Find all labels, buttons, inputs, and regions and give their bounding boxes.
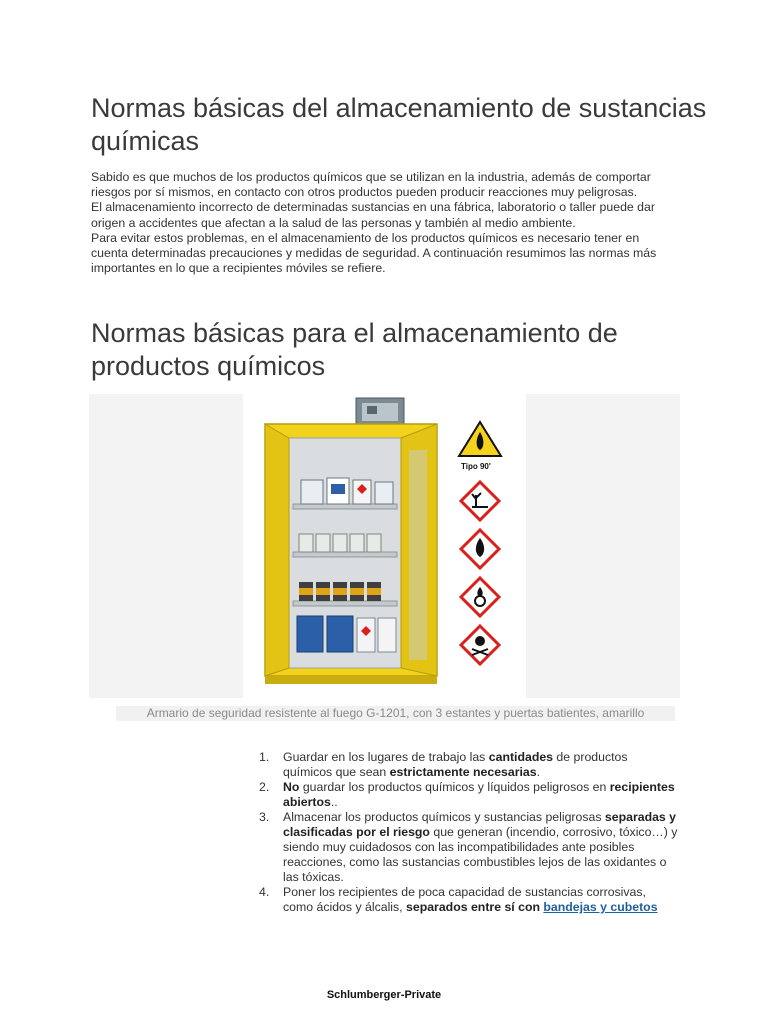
intro-line: Para evitar estos problemas, en el almacenamiento de los productos químicos es necesario tener en bbox=[91, 230, 640, 245]
footer-classification: Schlumberger-Private bbox=[326, 989, 442, 1001]
safety-cabinet-illustration bbox=[243, 394, 526, 698]
tipo-label: Tipo 90' bbox=[461, 462, 491, 471]
image-side-panel-right bbox=[526, 394, 680, 698]
image-side-panel-left bbox=[89, 394, 243, 698]
section-title: Normas básicas para el almacenamiento de productos químicos bbox=[91, 318, 618, 381]
intro-line: El almacenamiento incorrecto de determinadas sustancias en una fábrica, laboratorio o taller puede dar bbox=[91, 200, 655, 215]
list-number: 3. bbox=[259, 810, 270, 824]
intro-line: Sabido es que muchos de los productos químicos que se utilizan en la industria, además de comportar bbox=[91, 170, 651, 184]
list-text: Poner los recipientes de poca capacidad de sustancias corrosivas, como ácidos y álcalis, bbox=[283, 885, 646, 914]
flammable-icon bbox=[461, 530, 499, 568]
rules-list bbox=[259, 750, 679, 915]
intro-paragraph bbox=[91, 170, 681, 276]
image-caption: Armario de seguridad resistente al fuego G-1201, con 3 estantes y puertas batientes, amarillo bbox=[116, 706, 675, 721]
list-number: 4. bbox=[259, 885, 270, 899]
list-text: Almacenar los productos químicos y sustancias peligrosas bbox=[283, 810, 605, 824]
list-text: Guardar en los lugares de trabajo las bbox=[283, 750, 489, 764]
list-text: .. bbox=[330, 795, 338, 809]
intro-line: cuenta determinadas precauciones y medidas de seguridad. A continuación resumimos las normas más bbox=[91, 246, 657, 261]
list-item bbox=[259, 885, 679, 915]
list-number: 2. bbox=[259, 780, 270, 794]
list-text: de productos químicos que sean bbox=[283, 750, 628, 779]
bandejas-link[interactable]: bandejas y cubetos bbox=[543, 900, 658, 914]
list-bold-text: separados entre sí con bbox=[406, 900, 544, 914]
list-item bbox=[259, 750, 679, 780]
safety-cabinet-image bbox=[243, 394, 526, 698]
list-bold-text: recipientes abiertos bbox=[283, 780, 675, 809]
list-number: 1. bbox=[259, 750, 270, 764]
page-title: Normas básicas del almacenamiento de sustancias químicas bbox=[91, 93, 707, 156]
list-bold-text: separadas y clasificadas por el riesgo bbox=[283, 810, 677, 839]
list-bold-text: No bbox=[283, 780, 300, 794]
list-item bbox=[259, 780, 679, 810]
intro-line: riesgos por sí mismos, en contacto con otros productos pueden producir reacciones muy peligrosas. bbox=[91, 185, 638, 200]
list-bold-text: estrictamente necesarias bbox=[389, 765, 537, 779]
toxic-icon bbox=[461, 626, 499, 664]
list-bold-text: cantidades bbox=[488, 750, 554, 764]
list-text: guardar los productos químicos y líquidos peligrosos en bbox=[299, 780, 610, 794]
list-item bbox=[259, 810, 679, 885]
list-text: que generan (incendio, corrosivo, tóxico…) y siendo muy cuidadosos con las incompatibilidades ante posibles reacciones, como las sustancias combustibles lejos de las oxidantes o las tóxicas. bbox=[283, 825, 678, 884]
intro-line: importantes en lo que a recipientes móviles se refiere. bbox=[91, 261, 386, 276]
environment-hazard-icon bbox=[461, 482, 499, 520]
list-text: . bbox=[536, 765, 541, 779]
oxidizer-icon bbox=[461, 578, 499, 616]
intro-line: origen a accidentes que afectan a la salud de las personas y también al medio ambiente. bbox=[91, 215, 576, 230]
